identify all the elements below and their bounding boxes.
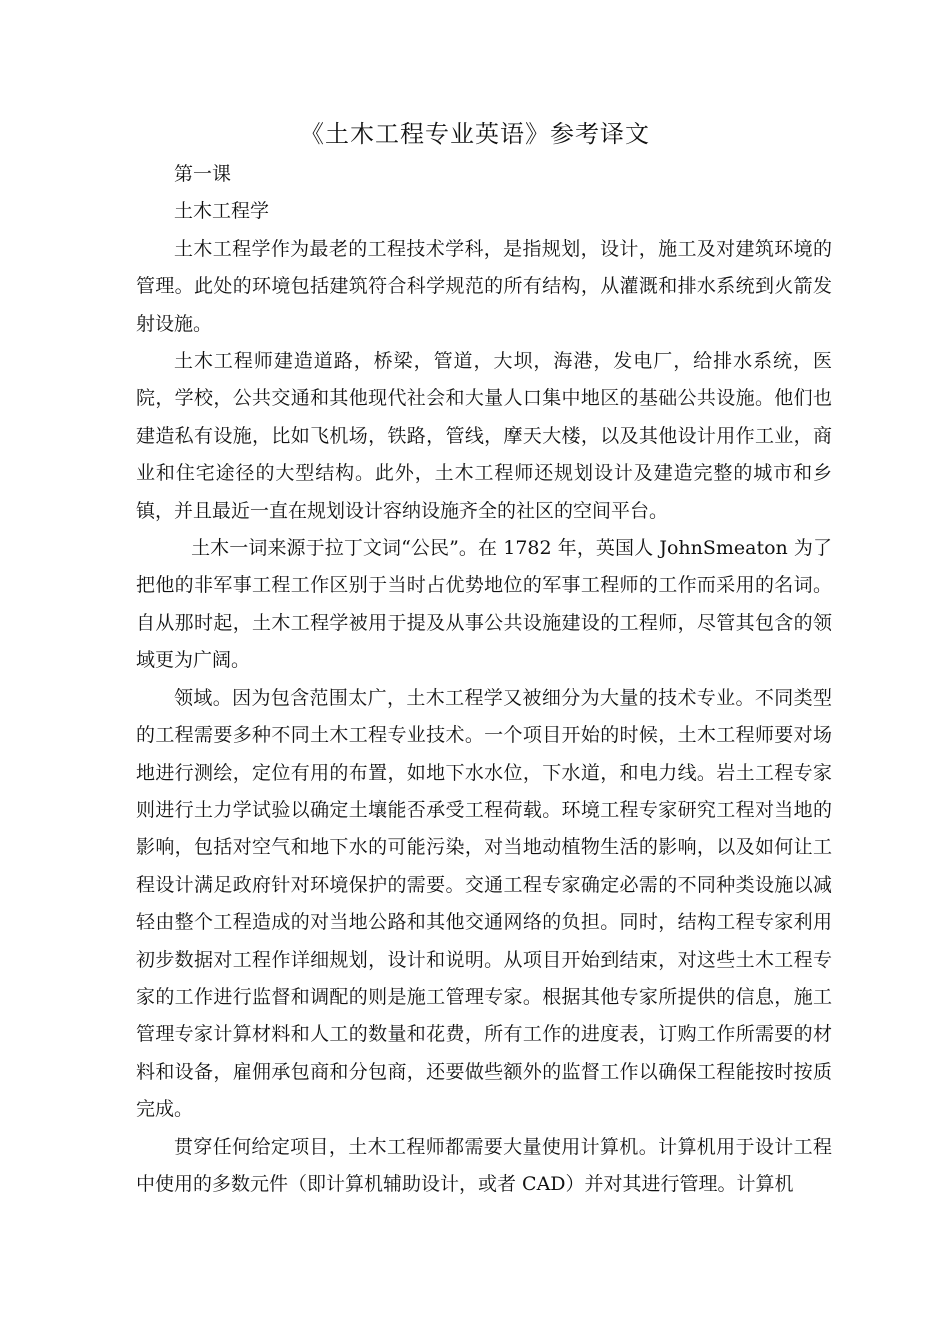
document-title: 《土木工程专业英语》参考译文 [300, 120, 650, 148]
paragraph-1: 土木工程学作为最老的工程技术学科，是指规划，设计，施工及对建筑环境的管理。此处的环境包括建筑符合科学规范的所有结构，从灌溉和排水系统到火箭发射设施。 [136, 237, 832, 335]
paragraph-3: 土木一词来源于拉丁文词“公民”。在 1782 年，英国人 JohnSmeaton 为了把他的非军事工程工作区别于当时占优势地位的军事工程师的工作而采用的名词。自从那时起，土木工程学被用于提及从事公共设施建设的工程师，尽管其包含的领域更为广阔。 [136, 537, 832, 672]
document-body [136, 156, 832, 1203]
paragraph-2: 土木工程师建造道路，桥梁，管道，大坝，海港，发电厂，给排水系统，医院，学校，公共交通和其他现代社会和大量人口集中地区的基础公共设施。他们也建造私有设施，比如飞机场，铁路，管线，摩天大楼，以及其他设计用作工业，商业和住宅途径的大型结构。此外，土木工程师还规划设计及建造完整的城市和乡镇，并且最近一直在规划设计容纳设施齐全的社区的空间平台。 [136, 350, 832, 522]
paragraph-4: 领域。因为包含范围太广，土木工程学又被细分为大量的技术专业。不同类型的工程需要多种不同土木工程专业技术。一个项目开始的时候，土木工程师要对场地进行测绘，定位有用的布置，如地下水水位，下水道，和电力线。岩土工程专家则进行土力学试验以确定土壤能否承受工程荷载。环境工程专家研究工程对当地的影响，包括对空气和地下水的可能污染，对当地动植物生活的影响，以及如何让工程设计满足政府针对环境保护的需要。交通工程专家确定必需的不同种类设施以减轻由整个工程造成的对当地公路和其他交通网络的负担。同时，结构工程专家利用初步数据对工程作详细规划，设计和说明。从项目开始到结束，对这些土木工程专家的工作进行监督和调配的则是施工管理专家。根据其他专家所提供的信息，施工管理专家计算材料和人工的数量和花费，所有工作的进度表，订购工作所需要的材料和设备，雇佣承包商和分包商，还要做些额外的监督工作以确保工程能按时按质完成。 [136, 686, 832, 1121]
section-title: 土木工程学 [174, 200, 270, 223]
paragraph-5: 贯穿任何给定项目，土木工程师都需要大量使用计算机。计算机用于设计工程中使用的多数元件（即计算机辅助设计，或者 CAD）并对其进行管理。计算机 [136, 1135, 832, 1195]
lesson-heading: 第一课 [174, 163, 232, 185]
